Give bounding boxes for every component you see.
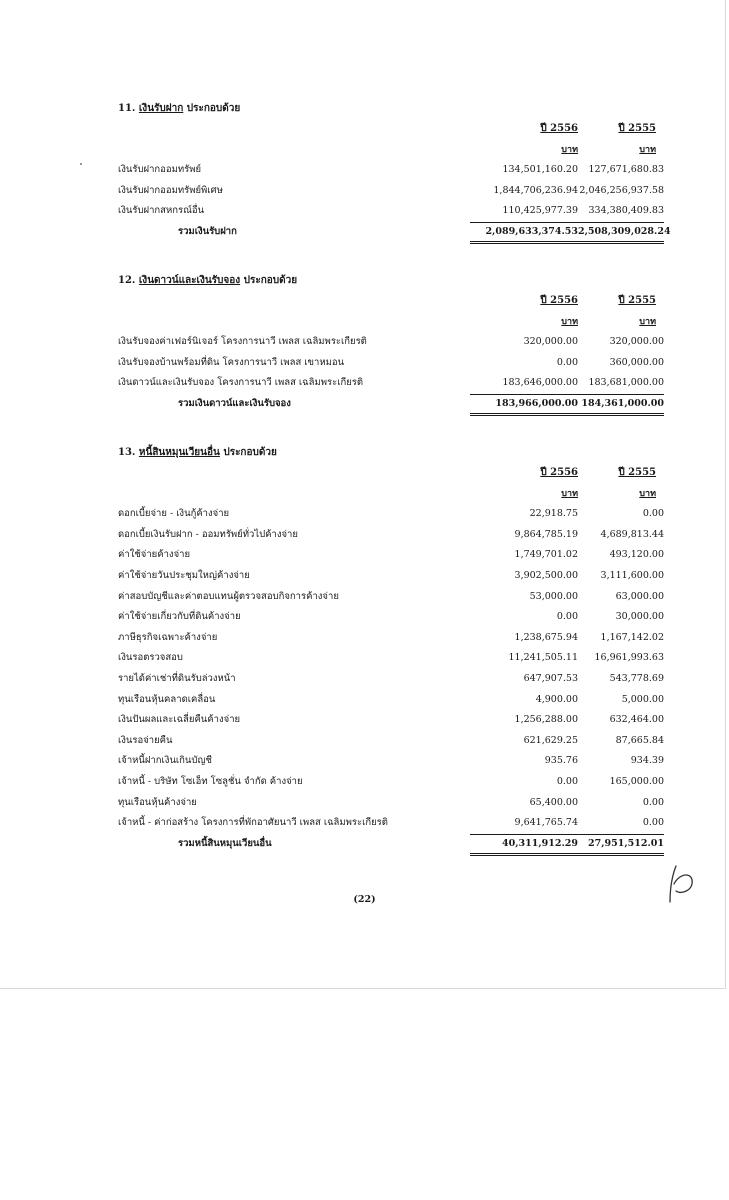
section-title	[118, 101, 674, 117]
row-value-2556: 22,918.75	[529, 508, 578, 520]
table-row	[118, 648, 674, 669]
row-value-2555: 543,778.69	[609, 672, 664, 684]
row-value-2556: 183,646,000.00	[502, 377, 578, 389]
row-value-2555: 1,167,142.02	[600, 631, 664, 643]
total-row	[118, 222, 674, 243]
unit-header-row	[118, 484, 674, 505]
scan-speck	[80, 163, 82, 165]
row-value-2555: 0.00	[642, 796, 664, 808]
row-label: เจ้าหนี้ - บริษัท โซเอ็ท โซลูชั่น จำกัด ค้างจ่าย	[118, 775, 303, 787]
section-title-rest: ประกอบด้วย	[223, 447, 277, 458]
total-label: รวมเงินดาวน์และเงินรับจอง	[178, 397, 291, 409]
table-row	[118, 607, 674, 628]
year-2556-header: ปี 2556	[540, 295, 578, 306]
row-value-2556: 1,238,675.94	[514, 631, 578, 643]
row-label: ค่าใช้จ่ายเกี่ยวกับที่ดินค้างจ่าย	[118, 611, 241, 623]
unit-2556-header: บาท	[561, 144, 578, 155]
table-row	[118, 160, 674, 181]
total-row	[118, 394, 674, 415]
unit-header-row	[118, 312, 674, 333]
row-value-2556: 647,907.53	[523, 672, 578, 684]
table-row	[118, 813, 674, 834]
section-title-underlined: หนี้สินหมุนเวียนอื่น	[138, 447, 220, 458]
row-label: เจ้าหนี้ฝากเงินเกินบัญชี	[118, 755, 213, 767]
row-value-2555: 0.00	[642, 508, 664, 520]
section-11-deposits	[118, 101, 674, 243]
row-value-2556: 3,902,500.00	[514, 569, 578, 581]
table-row	[118, 181, 674, 202]
row-value-2555: 4,689,813.44	[600, 528, 664, 540]
table-row	[118, 201, 674, 222]
table-row	[118, 566, 674, 587]
row-value-2556: 9,641,765.74	[514, 817, 578, 829]
table-row	[118, 525, 674, 546]
table-row	[118, 373, 674, 394]
row-value-2556: 1,256,288.00	[514, 714, 578, 726]
total-label: รวมหนี้สินหมุนเวียนอื่น	[178, 837, 272, 849]
year-2555-header: ปี 2555	[618, 467, 656, 478]
row-label: ภาษีธุรกิจเฉพาะค้างจ่าย	[118, 631, 218, 643]
row-value-2555: 934.39	[630, 755, 664, 767]
year-2556-header: ปี 2556	[540, 123, 578, 134]
row-value-2555: 127,671,680.83	[588, 164, 664, 176]
row-value-2556: 134,501,160.20	[502, 164, 578, 176]
row-label: เงินรับฝากสหกรณ์อื่น	[118, 205, 205, 217]
unit-2556-header: บาท	[561, 316, 578, 327]
section-title-underlined: เงินรับฝาก	[138, 103, 184, 114]
row-label: ค่าสอบบัญชีและค่าตอบแทนผู้ตรวจสอบกิจการค้างจ่าย	[118, 590, 339, 602]
row-value-2555: 16,961,993.63	[594, 652, 664, 664]
row-value-2555: 320,000.00	[609, 336, 664, 348]
year-2555-header: ปี 2555	[618, 123, 656, 134]
row-label: ค่าใช้จ่ายค้างจ่าย	[118, 549, 191, 561]
row-value-2556: 621,629.25	[523, 734, 578, 746]
row-value-2555: 0.00	[642, 817, 664, 829]
section-title-underlined: เงินดาวน์และเงินรับจอง	[138, 275, 241, 286]
row-value-2556: 1,844,706,236.94	[493, 184, 578, 196]
row-label: ค่าใช้จ่ายวันประชุมใหญ่ค้างจ่าย	[118, 569, 250, 581]
row-label: เงินดาวน์และเงินรับจอง โครงการนาวี เพลส เฉลิมพระเกียรติ	[118, 377, 364, 389]
table-row	[118, 793, 674, 814]
row-value-2555: 493,120.00	[609, 549, 664, 561]
table-row	[118, 669, 674, 690]
row-value-2556: 110,425,977.39	[502, 205, 578, 217]
row-value-2556: 11,241,505.11	[508, 652, 578, 664]
row-value-2555: 334,380,409.83	[588, 205, 664, 217]
row-value-2555: 3,111,600.00	[600, 569, 664, 581]
row-value-2555: 632,464.00	[609, 714, 664, 726]
total-value-2556: 40,311,912.29	[470, 834, 578, 856]
row-value-2556: 0.00	[556, 775, 578, 787]
unit-2556-header: บาท	[561, 488, 578, 499]
section-title-rest: ประกอบด้วย	[186, 103, 241, 114]
row-value-2555: 30,000.00	[615, 611, 664, 623]
year-header-row	[118, 291, 674, 312]
row-value-2556: 935.76	[544, 755, 578, 767]
row-value-2556: 0.00	[556, 356, 578, 368]
row-value-2556: 65,400.00	[529, 796, 578, 808]
row-value-2555: 165,000.00	[609, 775, 664, 787]
total-value-2556: 183,966,000.00	[470, 394, 578, 416]
row-value-2555: 183,681,000.00	[588, 377, 664, 389]
section-number: 11.	[118, 103, 136, 114]
year-2556-header: ปี 2556	[540, 467, 578, 478]
row-label: เงินปันผลและเฉลี่ยคืนค้างจ่าย	[118, 714, 241, 726]
table-row	[118, 772, 674, 793]
table-row	[118, 332, 674, 353]
row-value-2555: 2,046,256,937.58	[579, 184, 664, 196]
row-value-2556: 9,864,785.19	[514, 528, 578, 540]
unit-header-row	[118, 140, 674, 161]
section-12-down-payments	[118, 273, 674, 415]
row-label: เงินรอตรวจสอบ	[118, 652, 183, 664]
total-value-2556: 2,089,633,374.53	[470, 222, 578, 244]
total-row	[118, 834, 674, 855]
row-value-2556: 0.00	[556, 611, 578, 623]
unit-2555-header: บาท	[639, 316, 656, 327]
row-value-2555: 360,000.00	[609, 356, 664, 368]
row-label: เงินรับฝากออมทรัพย์	[118, 164, 202, 176]
unit-2555-header: บาท	[639, 144, 656, 155]
row-label: เงินรับจองค่าเฟอร์นิเจอร์ โครงการนาวี เพลส เฉลิมพระเกียรติ	[118, 336, 367, 348]
section-number: 12.	[118, 275, 136, 286]
row-value-2556: 53,000.00	[529, 590, 578, 602]
total-value-2555: 27,951,512.01	[578, 834, 664, 856]
year-2555-header: ปี 2555	[618, 295, 656, 306]
table-row	[118, 710, 674, 731]
unit-2555-header: บาท	[639, 488, 656, 499]
section-13-other-current-liabilities	[118, 445, 674, 854]
year-header-row	[118, 119, 674, 140]
total-value-2555: 184,361,000.00	[578, 394, 664, 416]
total-value-2555: 2,508,309,028.24	[578, 222, 664, 244]
row-label: เงินรอจ่ายคืน	[118, 734, 173, 746]
row-value-2556: 4,900.00	[535, 693, 578, 705]
row-label: ดอกเบี้ยเงินรับฝาก - ออมทรัพย์ทั่วไปค้างจ่าย	[118, 528, 298, 540]
row-value-2555: 5,000.00	[621, 693, 664, 705]
section-title-rest: ประกอบด้วย	[243, 275, 298, 286]
row-label: ทุนเรือนหุ้นคลาดเคลื่อน	[118, 693, 216, 705]
section-number: 13.	[118, 447, 136, 458]
table-row	[118, 731, 674, 752]
total-label: รวมเงินรับฝาก	[178, 225, 237, 237]
row-label: ทุนเรือนหุ้นค้างจ่าย	[118, 796, 197, 808]
row-label: ดอกเบี้ยจ่าย - เงินกู้ค้างจ่าย	[118, 508, 230, 520]
row-value-2555: 87,665.84	[615, 734, 664, 746]
section-title	[118, 445, 674, 461]
row-label: เจ้าหนี้ - ค่าก่อสร้าง โครงการที่พักอาศัยนาวี เพลส เฉลิมพระเกียรติ	[118, 817, 388, 829]
table-row	[118, 587, 674, 608]
table-row	[118, 504, 674, 525]
page-number: (22)	[353, 894, 376, 905]
row-value-2556: 1,749,701.02	[514, 549, 578, 561]
row-label: เงินรับจองบ้านพร้อมที่ดิน โครงการนาวี เพลส เขาหมอน	[118, 356, 345, 368]
section-title	[118, 273, 674, 289]
table-row	[118, 690, 674, 711]
row-value-2555: 63,000.00	[615, 590, 664, 602]
table-row	[118, 353, 674, 374]
table-row	[118, 545, 674, 566]
table-row	[118, 751, 674, 772]
table-row	[118, 628, 674, 649]
row-label: รายได้ค่าเช่าที่ดินรับล่วงหน้า	[118, 672, 236, 684]
row-value-2556: 320,000.00	[523, 336, 578, 348]
year-header-row	[118, 463, 674, 484]
row-label: เงินรับฝากออมทรัพย์พิเศษ	[118, 184, 223, 196]
